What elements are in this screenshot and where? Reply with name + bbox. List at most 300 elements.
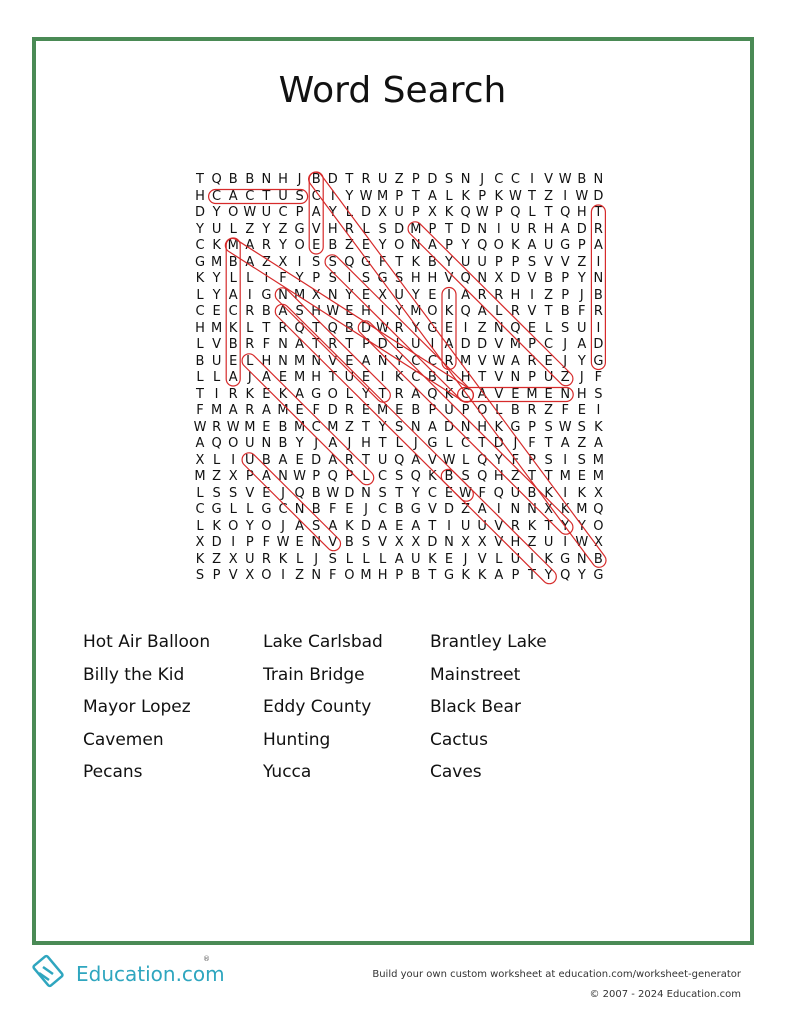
grid-letter[interactable]: E [444,320,454,336]
grid-letter[interactable]: A [461,287,471,303]
grid-letter[interactable]: Q [344,254,355,270]
grid-letter[interactable]: K [345,518,354,534]
grid-letter[interactable]: E [544,353,553,369]
grid-letter[interactable]: P [561,271,570,286]
grid-letter[interactable]: J [413,436,418,451]
grid-letter[interactable]: B [577,172,587,187]
grid-letter[interactable]: L [445,188,453,204]
grid-letter[interactable]: P [528,370,536,385]
grid-letter[interactable]: S [544,452,553,468]
grid-letter[interactable]: K [477,568,487,583]
grid-letter[interactable]: E [395,518,404,534]
grid-letter[interactable]: P [395,568,404,583]
grid-letter[interactable]: X [378,205,388,220]
grid-letter[interactable]: Y [328,205,337,220]
grid-letter[interactable]: H [195,188,205,204]
grid-letter[interactable]: A [361,353,371,369]
grid-letter[interactable]: R [394,386,404,402]
grid-letter[interactable]: T [478,370,487,385]
grid-letter[interactable]: S [328,254,337,270]
grid-letter[interactable]: P [478,188,487,204]
grid-letter[interactable]: O [477,403,488,418]
grid-letter[interactable]: K [444,386,454,402]
grid-letter[interactable]: U [577,320,587,336]
grid-letter[interactable]: I [596,320,601,336]
grid-letter[interactable]: D [593,337,604,352]
grid-letter[interactable]: E [361,403,371,418]
grid-letter[interactable]: V [477,551,487,567]
grid-letter[interactable]: R [510,518,520,534]
grid-letter[interactable]: H [361,436,371,451]
grid-letter[interactable]: T [312,337,321,352]
grid-letter[interactable]: I [264,271,269,286]
grid-letter[interactable]: Y [577,518,586,534]
grid-letter[interactable]: M [293,370,306,385]
grid-letter[interactable]: S [328,271,337,286]
grid-letter[interactable]: M [244,419,256,435]
grid-letter[interactable]: N [278,353,288,369]
grid-letter[interactable]: J [579,370,584,385]
grid-letter[interactable]: O [261,568,272,583]
grid-letter[interactable]: H [278,172,288,187]
grid-letter[interactable]: H [576,386,587,402]
grid-letter[interactable]: K [527,518,537,534]
grid-letter[interactable]: W [442,452,456,468]
grid-letter[interactable]: U [477,518,487,534]
grid-letter[interactable]: V [477,353,487,369]
grid-letter[interactable]: F [262,535,271,550]
grid-letter[interactable]: X [311,287,321,303]
grid-letter[interactable]: W [558,172,572,187]
grid-letter[interactable]: R [593,304,603,319]
grid-letter[interactable]: Q [211,172,222,187]
grid-letter[interactable]: X [394,535,404,550]
grid-letter[interactable]: J [314,436,319,451]
grid-letter[interactable]: T [378,436,387,451]
grid-letter[interactable]: R [245,403,255,418]
grid-letter[interactable]: B [344,535,354,550]
grid-letter[interactable]: P [511,568,520,583]
grid-letter[interactable]: P [528,337,536,352]
grid-letter[interactable]: T [362,419,370,435]
grid-letter[interactable]: R [344,221,354,237]
grid-letter[interactable]: C [195,304,205,319]
grid-letter[interactable]: H [460,370,471,385]
grid-letter[interactable]: M [210,320,223,336]
grid-letter[interactable]: T [544,304,553,319]
grid-letter[interactable]: E [212,304,221,319]
grid-letter[interactable]: I [530,172,534,187]
grid-letter[interactable]: L [196,370,204,385]
grid-letter[interactable]: H [195,320,205,336]
grid-letter[interactable]: Y [245,518,254,534]
grid-letter[interactable]: L [295,551,304,567]
grid-letter[interactable]: V [378,535,388,550]
grid-letter[interactable]: O [261,518,272,534]
grid-letter[interactable]: G [294,221,305,237]
grid-letter[interactable]: B [427,254,437,270]
grid-letter[interactable]: Z [544,287,554,303]
grid-letter[interactable]: X [378,287,388,303]
grid-letter[interactable]: Z [510,469,520,484]
grid-letter[interactable]: L [246,320,254,336]
grid-letter[interactable]: U [377,452,388,468]
grid-letter[interactable]: I [231,535,236,550]
grid-letter[interactable]: A [295,337,305,352]
grid-letter[interactable]: D [460,337,471,352]
grid-letter[interactable]: L [345,551,354,567]
grid-letter[interactable]: Z [461,502,471,517]
grid-letter[interactable]: T [411,188,420,204]
grid-letter[interactable]: J [513,436,518,451]
grid-letter[interactable]: Z [344,419,354,435]
grid-letter[interactable]: U [278,188,288,204]
grid-letter[interactable]: U [543,238,554,253]
grid-letter[interactable]: T [428,568,437,583]
grid-letter[interactable]: F [196,403,204,418]
grid-letter[interactable]: I [563,452,568,468]
grid-letter[interactable]: R [361,172,371,187]
grid-letter[interactable]: W [575,188,589,204]
grid-letter[interactable]: E [361,287,371,303]
grid-letter[interactable]: Y [461,238,470,253]
grid-letter[interactable]: D [344,485,355,501]
grid-letter[interactable]: A [245,238,255,253]
grid-letter[interactable]: N [477,221,488,237]
grid-letter[interactable]: U [245,436,255,451]
grid-letter[interactable]: J [563,337,568,352]
grid-letter[interactable]: K [411,254,421,270]
grid-letter[interactable]: U [460,254,471,270]
grid-letter[interactable]: R [344,452,354,468]
grid-letter[interactable]: M [376,188,389,204]
grid-letter[interactable]: Z [527,535,537,550]
grid-letter[interactable]: G [427,436,438,451]
grid-letter[interactable]: K [212,518,221,534]
grid-letter[interactable]: N [278,337,288,352]
grid-letter[interactable]: G [593,568,604,583]
grid-letter[interactable]: W [226,419,240,435]
grid-letter[interactable]: P [494,205,503,220]
grid-letter[interactable]: I [563,188,568,204]
grid-letter[interactable]: J [579,287,584,303]
grid-letter[interactable]: Y [378,238,387,253]
grid-letter[interactable]: K [212,238,221,253]
grid-letter[interactable]: C [311,419,321,435]
grid-letter[interactable]: G [261,502,272,517]
grid-letter[interactable]: K [511,238,520,253]
grid-letter[interactable]: B [278,436,288,451]
grid-letter[interactable]: N [477,271,488,286]
grid-letter[interactable]: S [395,469,404,484]
grid-letter[interactable]: S [295,304,304,319]
grid-letter[interactable]: R [245,337,255,352]
grid-letter[interactable]: J [480,172,485,187]
grid-letter[interactable]: A [295,386,305,402]
grid-letter[interactable]: T [478,436,487,451]
grid-letter[interactable]: N [327,287,338,303]
grid-letter[interactable]: X [228,469,238,484]
grid-letter[interactable]: Y [544,568,553,583]
grid-letter[interactable]: B [278,419,288,435]
grid-letter[interactable]: E [312,238,321,253]
grid-letter[interactable]: I [247,287,252,303]
grid-letter[interactable]: A [261,403,271,418]
grid-letter[interactable]: I [447,518,451,534]
grid-letter[interactable]: J [347,436,352,451]
grid-letter[interactable]: R [394,320,404,336]
grid-letter[interactable]: X [544,502,554,517]
grid-letter[interactable]: B [195,353,205,369]
grid-letter[interactable]: L [495,551,503,567]
grid-letter[interactable]: P [295,205,304,220]
grid-letter[interactable]: C [228,304,238,319]
grid-letter[interactable]: O [593,518,604,534]
grid-letter[interactable]: W [492,353,506,369]
grid-letter[interactable]: Y [411,320,420,336]
grid-letter[interactable]: Z [212,469,222,484]
grid-letter[interactable]: P [312,469,321,484]
grid-letter[interactable]: F [279,271,287,286]
grid-letter[interactable]: F [578,304,586,319]
grid-letter[interactable]: J [364,502,368,517]
grid-letter[interactable]: O [427,304,438,319]
grid-letter[interactable]: T [544,469,553,484]
grid-letter[interactable]: L [229,271,237,286]
grid-letter[interactable]: M [293,419,306,435]
grid-letter[interactable]: D [360,205,371,220]
grid-letter[interactable]: T [544,436,553,451]
grid-letter[interactable]: M [410,304,422,319]
grid-letter[interactable]: M [210,403,223,418]
grid-letter[interactable]: M [459,353,472,369]
grid-letter[interactable]: F [561,403,569,418]
grid-letter[interactable]: A [593,436,603,451]
grid-letter[interactable]: H [261,353,272,369]
grid-letter[interactable]: G [560,551,571,567]
grid-letter[interactable]: K [494,188,504,204]
grid-letter[interactable]: Z [295,568,305,583]
grid-letter[interactable]: Y [395,353,404,369]
grid-letter[interactable]: A [228,403,238,418]
grid-letter[interactable]: N [278,287,288,303]
grid-letter[interactable]: B [311,485,321,501]
grid-letter[interactable]: L [445,436,453,451]
grid-letter[interactable]: I [463,320,468,336]
grid-letter[interactable]: E [295,452,304,468]
grid-letter[interactable]: L [196,485,204,501]
grid-letter[interactable]: V [527,304,537,319]
grid-letter[interactable]: L [246,271,254,286]
grid-letter[interactable]: L [212,370,221,385]
grid-letter[interactable]: T [428,518,437,534]
grid-letter[interactable]: H [377,568,388,583]
grid-letter[interactable]: U [510,551,521,567]
grid-letter[interactable]: C [411,370,421,385]
grid-letter[interactable]: Q [477,469,488,484]
grid-letter[interactable]: S [594,386,603,402]
grid-letter[interactable]: K [444,304,454,319]
grid-letter[interactable]: P [528,452,536,468]
grid-letter[interactable]: G [211,502,222,517]
grid-letter[interactable]: Z [577,254,587,270]
grid-letter[interactable]: A [411,386,421,402]
grid-letter[interactable]: N [510,502,521,517]
grid-letter[interactable]: Y [577,353,586,369]
grid-letter[interactable]: Z [477,320,487,336]
grid-letter[interactable]: U [510,485,521,501]
grid-letter[interactable]: C [461,436,471,451]
grid-letter[interactable]: Z [544,403,554,418]
grid-letter[interactable]: Q [510,205,521,220]
grid-letter[interactable]: O [294,238,305,253]
grid-letter[interactable]: I [530,287,534,303]
grid-letter[interactable]: B [394,502,404,517]
grid-letter[interactable]: B [527,485,537,501]
grid-letter[interactable]: Z [344,238,354,253]
grid-letter[interactable]: D [576,221,587,237]
grid-letter[interactable]: P [312,271,321,286]
grid-letter[interactable]: A [261,370,271,385]
grid-letter[interactable]: K [245,386,255,402]
grid-letter[interactable]: L [395,337,403,352]
grid-letter[interactable]: H [327,221,338,237]
grid-letter[interactable]: E [444,485,454,501]
grid-letter[interactable]: I [596,403,601,418]
grid-letter[interactable]: B [344,320,354,336]
grid-letter[interactable]: U [245,452,255,468]
grid-letter[interactable]: Y [295,271,304,286]
grid-letter[interactable]: R [477,287,487,303]
grid-letter[interactable]: D [510,271,521,286]
grid-letter[interactable]: L [246,353,254,369]
grid-letter[interactable]: J [281,518,285,534]
grid-letter[interactable]: V [544,172,554,187]
grid-letter[interactable]: I [563,535,568,550]
grid-letter[interactable]: T [594,205,603,220]
grid-letter[interactable]: N [527,502,537,517]
grid-letter[interactable]: Y [295,436,304,451]
grid-letter[interactable]: Q [477,238,488,253]
grid-letter[interactable]: T [345,172,354,187]
grid-letter[interactable]: V [328,535,338,550]
grid-letter[interactable]: G [261,287,272,303]
grid-letter[interactable]: P [362,337,370,352]
grid-letter[interactable]: S [395,271,404,286]
grid-letter[interactable]: S [195,568,205,583]
grid-letter[interactable]: G [427,320,438,336]
grid-letter[interactable]: H [311,370,322,385]
grid-letter[interactable]: V [427,452,437,468]
grid-letter[interactable]: Y [345,188,354,204]
grid-letter[interactable]: M [526,386,538,402]
grid-letter[interactable]: C [278,502,288,517]
grid-letter[interactable]: A [477,304,487,319]
grid-letter[interactable]: F [511,452,520,468]
grid-letter[interactable]: R [527,221,537,237]
grid-letter[interactable]: N [493,320,504,336]
grid-letter[interactable]: L [461,452,470,468]
grid-letter[interactable]: T [262,320,271,336]
grid-letter[interactable]: L [395,436,403,451]
grid-letter[interactable]: K [494,419,504,435]
grid-letter[interactable]: D [377,337,388,352]
grid-letter[interactable]: J [463,551,468,567]
grid-letter[interactable]: X [228,551,238,567]
grid-letter[interactable]: H [576,205,587,220]
grid-letter[interactable]: D [194,205,205,220]
grid-letter[interactable]: Z [394,172,404,187]
grid-letter[interactable]: Q [294,320,305,336]
grid-letter[interactable]: W [359,188,373,204]
grid-letter[interactable]: B [228,337,238,352]
grid-letter[interactable]: A [510,353,520,369]
grid-letter[interactable]: K [195,551,205,567]
grid-letter[interactable]: K [228,320,238,336]
grid-letter[interactable]: T [378,386,387,402]
grid-letter[interactable]: S [577,452,586,468]
grid-letter[interactable]: K [577,485,587,501]
grid-letter[interactable]: G [410,502,421,517]
grid-letter[interactable]: W [193,419,207,435]
grid-letter[interactable]: E [262,419,271,435]
grid-letter[interactable]: H [477,419,488,435]
grid-letter[interactable]: K [594,419,603,435]
grid-letter[interactable]: H [410,271,421,286]
grid-letter[interactable]: K [278,386,288,402]
grid-letter[interactable]: C [411,353,421,369]
grid-letter[interactable]: Q [510,320,521,336]
grid-letter[interactable]: L [196,337,204,352]
grid-letter[interactable]: Y [494,452,503,468]
grid-letter[interactable]: N [278,469,288,484]
grid-letter[interactable]: K [544,551,553,567]
grid-letter[interactable]: N [560,386,571,402]
grid-letter[interactable]: F [594,370,603,385]
grid-letter[interactable]: N [460,172,471,187]
grid-letter[interactable]: S [229,485,238,501]
grid-letter[interactable]: J [314,551,319,567]
grid-letter[interactable]: S [378,485,387,501]
grid-letter[interactable]: O [344,568,355,583]
grid-letter[interactable]: I [380,370,385,385]
grid-letter[interactable]: S [312,254,321,270]
grid-letter[interactable]: Q [460,304,471,319]
grid-letter[interactable]: E [444,551,454,567]
grid-letter[interactable]: U [444,403,454,418]
grid-letter[interactable]: V [245,485,255,501]
grid-letter[interactable]: Q [211,436,222,451]
grid-letter[interactable]: L [196,287,204,303]
grid-letter[interactable]: U [211,221,222,237]
grid-letter[interactable]: B [593,551,603,567]
grid-letter[interactable]: I [530,551,534,567]
grid-letter[interactable]: T [312,320,321,336]
grid-letter[interactable]: D [327,403,338,418]
grid-letter[interactable]: R [212,419,222,435]
grid-letter[interactable]: O [327,386,338,402]
grid-letter[interactable]: W [475,205,489,220]
grid-letter[interactable]: P [395,188,404,204]
grid-letter[interactable]: L [246,502,254,517]
grid-letter[interactable]: B [245,172,255,187]
grid-letter[interactable]: V [328,353,338,369]
grid-letter[interactable]: I [297,254,302,270]
grid-letter[interactable]: N [593,271,604,286]
grid-letter[interactable]: L [495,304,503,319]
grid-letter[interactable]: J [297,172,302,187]
grid-letter[interactable]: N [593,172,604,187]
